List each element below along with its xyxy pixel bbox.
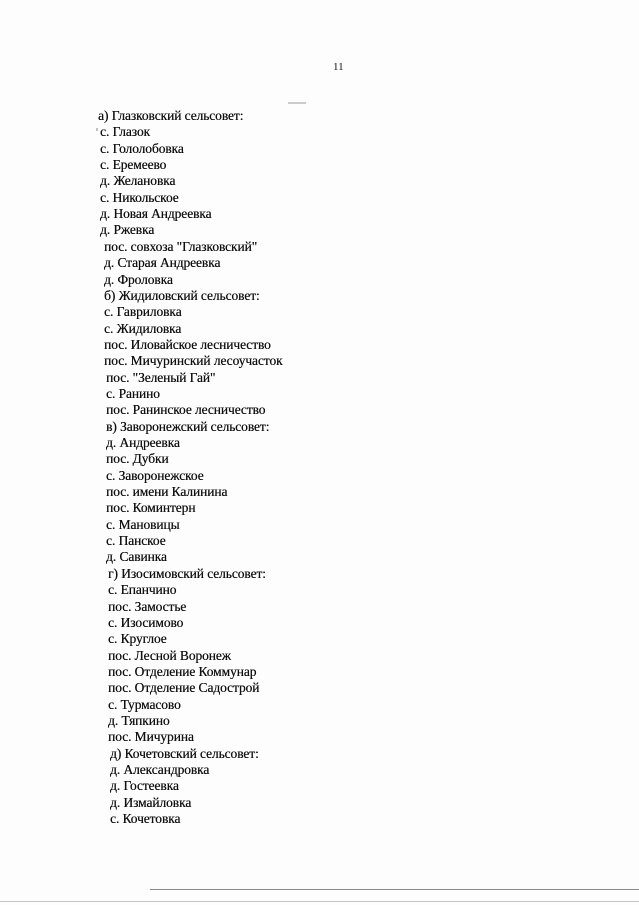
list-item: пос. Лесной Воронеж (108, 648, 231, 663)
list-item: с. Гавриловка (104, 304, 182, 319)
list-item: с. Мановицы (106, 517, 180, 532)
list-item: с. Турмасово (108, 697, 181, 712)
list-item: с. Еремеево (100, 157, 167, 172)
section-heading: в) Заворонежский сельсовет: (106, 419, 270, 434)
list-item: пос. Дубки (106, 451, 169, 466)
list-item: д. Гостеевка (110, 778, 179, 793)
list-item: пос. Иловайское лесничество (104, 337, 271, 352)
scan-speck (288, 102, 306, 104)
list-item: с. Круглое (108, 631, 167, 646)
list-item: пос. Отделение Садострой (108, 680, 260, 695)
list-item: пос. "Зеленый Гай" (106, 370, 216, 385)
list-item: с. Заворонежское (106, 468, 204, 483)
list-item: д. Старая Андреевка (104, 255, 221, 270)
page-number: 11 (333, 61, 344, 73)
list-item: с. Жидиловка (104, 321, 182, 336)
list-item: д. Ржевка (100, 222, 155, 237)
list-item: пос. Ранинское лесничество (106, 402, 266, 417)
section-heading: а) Глазковский сельсовет: (98, 108, 244, 123)
list-item: д. Александровка (110, 762, 210, 777)
section-heading: д) Кочетовский сельсовет: (110, 746, 259, 761)
list-item: д. Андреевка (106, 435, 180, 450)
list-item: пос. Мичурина (108, 729, 194, 744)
list-item: пос. Мичуринский лесоучасток (104, 353, 283, 368)
list-item: д. Савинка (106, 549, 167, 564)
list-item: с. Гололобовка (100, 141, 184, 156)
list-item: пос. Отделение Коммунар (108, 664, 257, 679)
list-item: д. Тяпкино (108, 713, 170, 728)
list-item: пос. Коминтерн (106, 500, 196, 515)
list-item: с. Епанчино (108, 582, 177, 597)
list-item: пос. Замостье (108, 599, 187, 614)
list-item: с. Кочетовка (110, 811, 181, 826)
list-item: с. Изосимово (108, 615, 184, 630)
list-item: д. Новая Андреевка (100, 206, 212, 221)
list-item: с. Ранино (106, 386, 160, 401)
scan-edge-line (150, 889, 639, 890)
list-item: пос. совхоза "Глазковский" (104, 239, 258, 254)
section-heading: г) Изосимовский сельсовет: (108, 566, 266, 581)
scan-speck (96, 128, 98, 131)
section-heading: б) Жидиловский сельсовет: (104, 288, 260, 303)
list-item: д. Желановка (100, 173, 176, 188)
list-item: с. Никольское (100, 190, 179, 205)
list-item: с. Панское (106, 533, 166, 548)
list-item: д. Измайловка (110, 795, 192, 810)
list-item: пос. имени Калинина (106, 484, 228, 499)
list-item: с. Глазок (100, 124, 150, 139)
scan-edge-line (0, 901, 639, 902)
list-item: д. Фроловка (104, 272, 173, 287)
